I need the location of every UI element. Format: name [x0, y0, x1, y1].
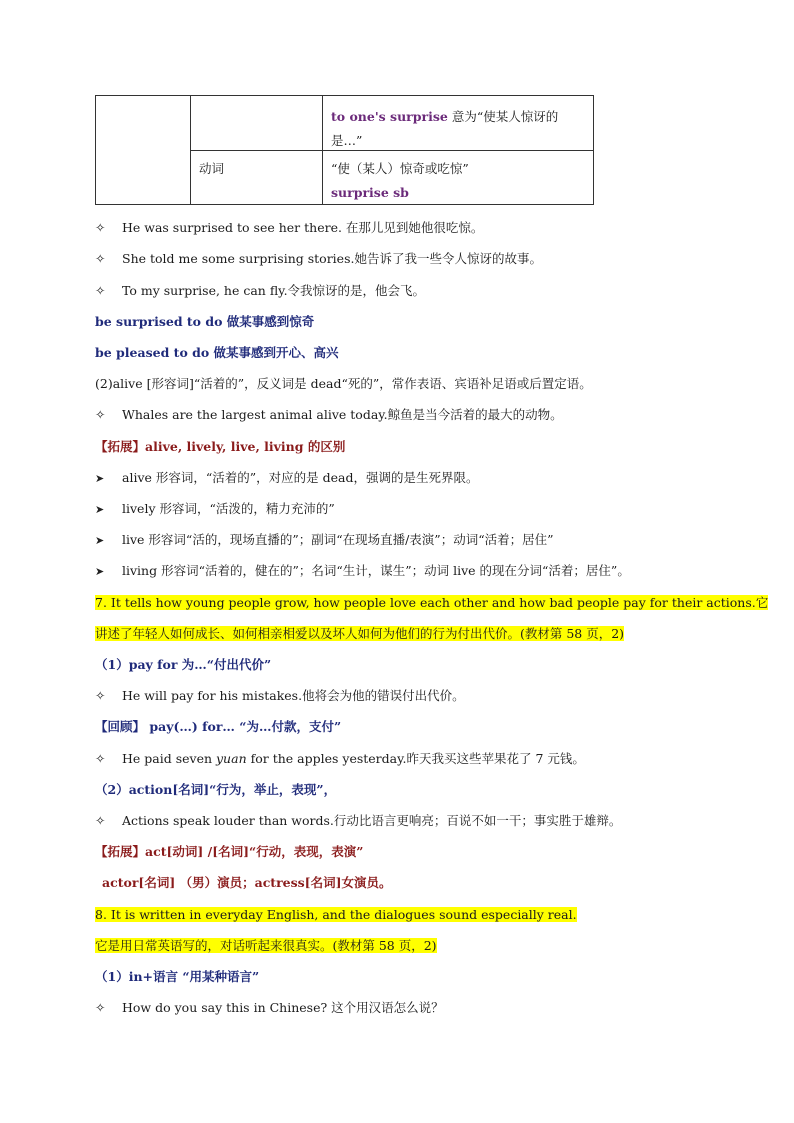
- diamond-star-icon: ✧: [95, 1000, 106, 1015]
- diamond-star-icon: ✧: [95, 251, 106, 266]
- example-sentence: ✧ Whales are the largest animal alive today.鲸鱼是当今活着的最大的动物。: [95, 407, 563, 422]
- arrowhead-icon: ➤: [95, 565, 105, 578]
- list-item: ➤ living 形容词“活着的，健在的”；名词“生计，谋生”；动词 live 的现在分词“活着；居住”。: [95, 562, 630, 581]
- list-item: ➤ lively 形容词，“活泼的，精力充沛的”: [95, 500, 335, 519]
- example-sentence: ✧ He was surprised to see her there. 在那儿见到她他很吃惊。: [95, 220, 484, 235]
- phrase-heading: （1）in+语言 “用某种语言”: [95, 969, 260, 984]
- key-sentence-cn: 讲述了年轻人如何成长、如何相亲相爱以及坏人如何为他们的行为付出代价。(教材第 58 页，2): [95, 626, 625, 641]
- diamond-star-icon: ✧: [95, 220, 106, 235]
- diamond-star-icon: ✧: [95, 688, 106, 703]
- diamond-star-icon: ✧: [95, 407, 106, 422]
- table-cell-empty: [96, 96, 191, 205]
- table-cell-empty: [191, 96, 323, 151]
- example-sentence: ✧ Actions speak louder than words.行动比语言更响亮；百说不如一干；事实胜于雄辩。: [95, 813, 622, 828]
- phrase-heading: （1）pay for 为…“付出代价”: [95, 657, 272, 672]
- key-sentence-en: 8. It is written in everyday English, and the dialogues sound especially real.: [95, 907, 577, 922]
- phrase-term: to one's surprise: [331, 109, 448, 124]
- key-sentence-en: 7. It tells how young people grow, how people love each other and how bad people pay for their actions.它: [95, 595, 769, 610]
- review-heading: 【回顾】 pay(…) for… “为…付款，支付”: [95, 719, 342, 734]
- list-item: ➤ alive 形容词，“活着的”，对应的是 dead，强调的是生死界限。: [95, 469, 479, 488]
- extension-detail: actor[名词] （男）演员；actress[名词]女演员。: [102, 875, 392, 890]
- verb-meaning: “使（某人）惊奇或吃惊”: [331, 161, 469, 176]
- list-item: ➤ live 形容词“活的，现场直播的”；副词“在现场直播/表演”；动词“活着；居住”: [95, 531, 553, 550]
- key-sentence-cn: 它是用日常英语写的，对话听起来很真实。(教材第 58 页，2): [95, 938, 437, 953]
- phrase-heading: be pleased to do 做某事感到开心、高兴: [95, 345, 339, 360]
- diamond-star-icon: ✧: [95, 813, 106, 828]
- example-sentence: ✧ She told me some surprising stories.她告诉了我一些令人惊讶的故事。: [95, 251, 542, 266]
- part-of-speech: 动词: [199, 161, 225, 176]
- diamond-star-icon: ✧: [95, 751, 106, 766]
- arrowhead-icon: ➤: [95, 472, 105, 485]
- table-cell: [323, 96, 594, 151]
- extension-heading: 【拓展】act[动词] /[名词]“行动，表现，表演”: [95, 844, 364, 859]
- extension-heading: 【拓展】alive, lively, live, living 的区别: [95, 439, 346, 454]
- table-cell: [323, 151, 594, 205]
- word-explanation: (2)alive [形容词]“活着的”，反义词是 dead“死的”，常作表语、宾语补足语或后置定语。: [95, 376, 592, 391]
- example-sentence: ✧ He paid seven yuan for the apples yesterday.昨天我买这些苹果花了 7 元钱。: [95, 751, 585, 766]
- arrowhead-icon: ➤: [95, 534, 105, 547]
- phrase-meaning: 意为“使某人惊讶的是…”: [331, 109, 559, 148]
- vocab-table: [95, 95, 594, 205]
- phrase-heading: （2）action[名词]“行为，举止，表现”，: [95, 782, 337, 797]
- example-sentence: ✧ To my surprise, he can fly.令我惊讶的是，他会飞。: [95, 283, 426, 298]
- phrase-heading: be surprised to do 做某事感到惊奇: [95, 314, 315, 329]
- verb-usage: surprise sb: [331, 185, 409, 200]
- diamond-star-icon: ✧: [95, 283, 106, 298]
- table-cell: [191, 151, 323, 205]
- example-sentence: ✧ He will pay for his mistakes.他将会为他的错误付出代价。: [95, 688, 465, 703]
- example-sentence: ✧ How do you say this in Chinese? 这个用汉语怎么说？: [95, 1000, 444, 1015]
- arrowhead-icon: ➤: [95, 503, 105, 516]
- table-row: [96, 96, 594, 151]
